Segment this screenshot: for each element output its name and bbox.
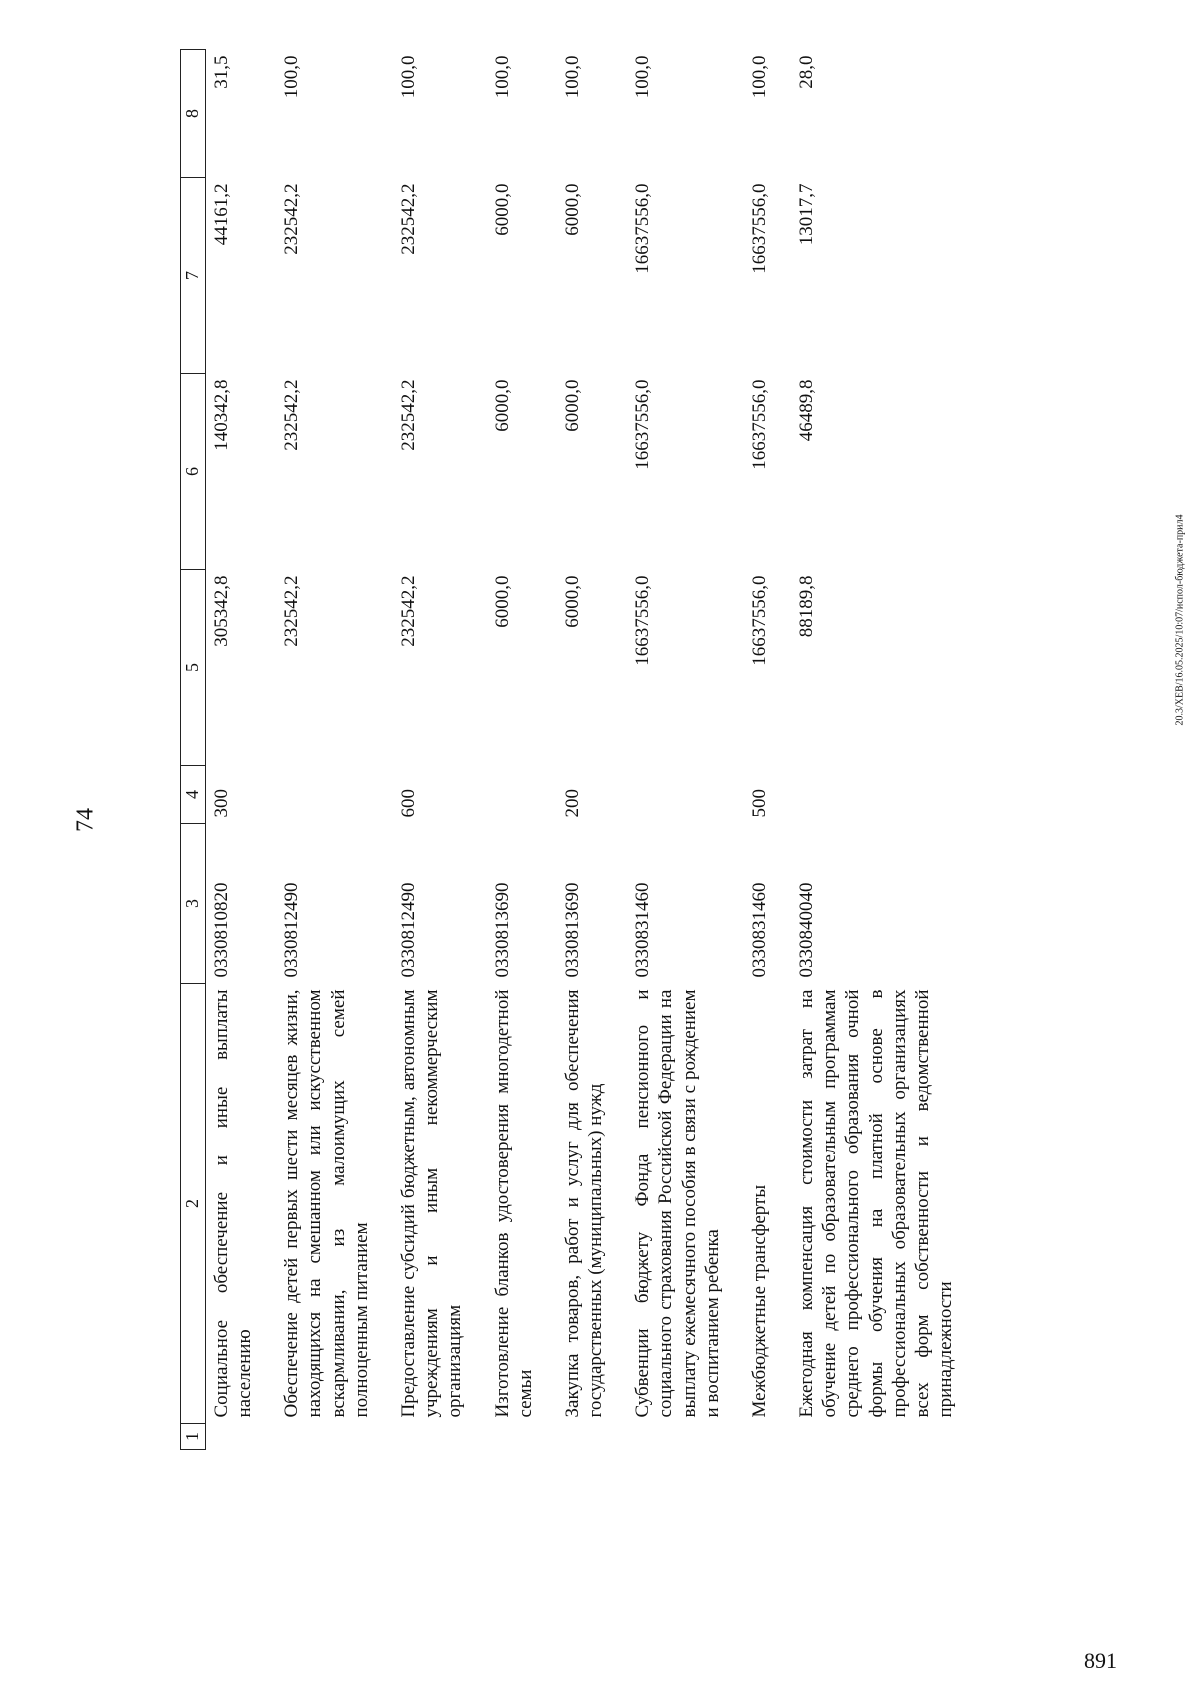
row-code: 0330840040 <box>796 882 818 978</box>
column-header-2: 2 <box>181 984 206 1424</box>
rotated-table-container <box>180 50 1060 1450</box>
row-type <box>791 766 961 824</box>
row-code: 0330810820 <box>210 882 232 978</box>
table-row <box>276 50 393 1450</box>
row-name: Закупка товаров, работ и услуг для обеспечения государственных (муниципальных) нужд <box>561 989 607 1418</box>
header-row <box>181 50 206 1450</box>
row-value-7: 232542,2 <box>281 183 303 255</box>
row-value-7: 44161,2 <box>210 183 232 246</box>
column-header-5: 5 <box>181 570 206 766</box>
row-value-8: 100,0 <box>281 55 303 99</box>
row-name: Субвенции бюджету Фонда пенсионного и социального страхования Российской Федерации на выплату ежемесячного пособия в связи с рождением и воспитанием ребенка <box>632 989 723 1418</box>
row-name: Социальное обеспечение и иные выплаты населению <box>210 989 256 1418</box>
column-header-3: 3 <box>181 824 206 984</box>
document-code: 20.3/ХЕВ/16.05.2025/10:07/испол-бюджета-прил4 <box>1174 514 1186 726</box>
row-code: 0330812490 <box>397 882 419 978</box>
table-row <box>791 50 961 1450</box>
row-value-7: 232542,2 <box>397 183 419 255</box>
row-value-8: 31,5 <box>210 55 232 89</box>
row-value-6: 6000,0 <box>561 379 583 432</box>
row-code: 0330831460 <box>748 882 770 978</box>
row-value-5: 232542,2 <box>397 575 419 647</box>
row-value-7: 16637556,0 <box>632 183 654 274</box>
row-value-6: 6000,0 <box>491 379 513 432</box>
row-value-6: 16637556,0 <box>632 379 654 470</box>
row-value-8: 100,0 <box>397 55 419 99</box>
row-type: 300 <box>210 789 232 818</box>
row-type: 200 <box>561 789 583 818</box>
row-type: 500 <box>748 789 770 818</box>
row-type <box>276 766 393 824</box>
row-value-7: 6000,0 <box>561 183 583 236</box>
row-value-5: 16637556,0 <box>632 575 654 666</box>
column-header-8: 8 <box>181 50 206 178</box>
row-value-5: 16637556,0 <box>748 575 770 666</box>
footer-page-number: 891 <box>1084 1648 1117 1673</box>
column-header-6: 6 <box>181 374 206 570</box>
row-type: 600 <box>397 789 419 818</box>
row-value-5: 88189,8 <box>796 575 818 638</box>
row-code: 0330813690 <box>491 882 513 978</box>
row-name: Изготовление бланков удостоверения многодетной семьи <box>491 989 536 1418</box>
row-value-8: 100,0 <box>491 55 513 99</box>
row-value-8: 100,0 <box>561 55 583 99</box>
table-row <box>393 50 487 1450</box>
row-name: Ежегодная компенсация стоимости затрат на обучение детей по образовательным программам среднего профессионального образования очной формы обучения на платной основе в профессиональных образовательных организациях всех форм собственности и ведомственной принадлежности <box>796 989 957 1418</box>
row-name: Обеспечение детей первых шести месяцев жизни, находящихся на смешанном или искусственном вскармливании, из малоимущих семей полноценным питанием <box>281 989 372 1418</box>
row-name: Предоставление субсидий бюджетным, автономным учреждениям и иным некоммерческим организациям <box>397 989 466 1418</box>
row-code: 0330813690 <box>561 882 583 978</box>
row-value-7: 13017,7 <box>796 183 818 246</box>
table-row <box>487 50 557 1450</box>
page-number: 74 <box>72 808 99 832</box>
row-name: Межбюджетные трансферты <box>748 1184 770 1418</box>
column-header-7: 7 <box>181 178 206 374</box>
table-row <box>557 50 627 1450</box>
row-value-6: 232542,2 <box>281 379 303 451</box>
row-value-6: 140342,8 <box>210 379 232 451</box>
row-value-8: 100,0 <box>632 55 654 99</box>
row-value-5: 6000,0 <box>491 575 513 628</box>
table-row <box>627 50 744 1450</box>
row-value-5: 305342,8 <box>210 575 232 647</box>
row-type <box>487 766 557 824</box>
table-row <box>744 50 791 1450</box>
row-value-8: 28,0 <box>796 55 818 89</box>
row-value-7: 6000,0 <box>491 183 513 236</box>
row-value-5: 6000,0 <box>561 575 583 628</box>
column-header-1: 1 <box>181 1424 206 1450</box>
table-row <box>205 50 276 1450</box>
row-type <box>627 766 744 824</box>
row-value-6: 232542,2 <box>397 379 419 451</box>
row-value-6: 46489,8 <box>796 379 818 442</box>
row-code: 0330831460 <box>632 882 654 978</box>
row-value-5: 232542,2 <box>281 575 303 647</box>
column-header-4: 4 <box>181 766 206 824</box>
budget-table <box>180 49 961 1450</box>
row-value-6: 16637556,0 <box>748 379 770 470</box>
row-code: 0330812490 <box>281 882 303 978</box>
row-value-7: 16637556,0 <box>748 183 770 274</box>
row-value-8: 100,0 <box>748 55 770 99</box>
